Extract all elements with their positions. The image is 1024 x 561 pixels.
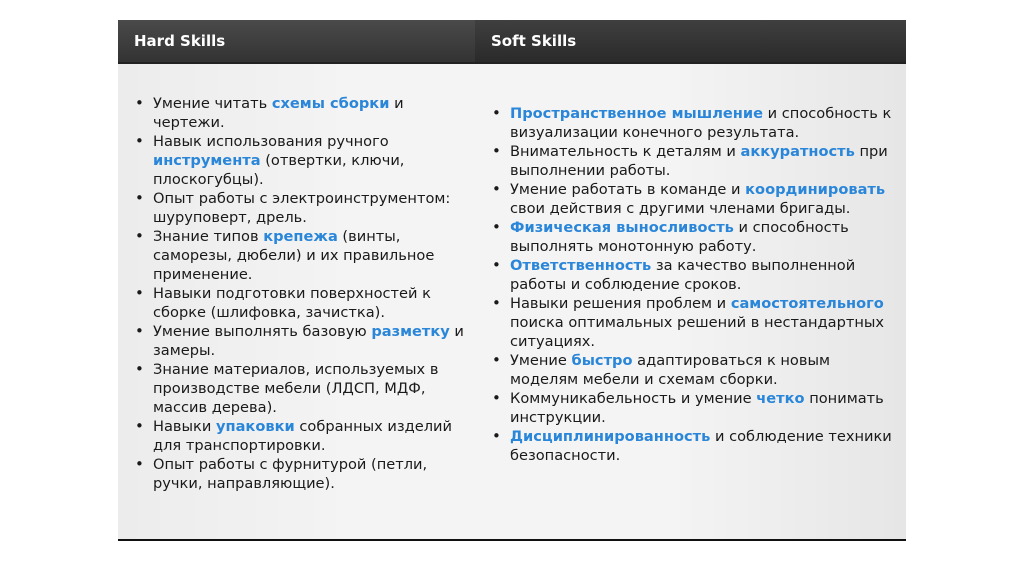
item-text: Коммуникабельность и умение xyxy=(510,390,757,407)
item-text: и замеры. xyxy=(153,323,464,359)
item-text: и способность выполнять монотонную работу. xyxy=(510,219,849,255)
hard-skills-column xyxy=(135,64,470,493)
list-item xyxy=(492,256,896,294)
list-item xyxy=(135,94,470,132)
list-item xyxy=(135,284,470,322)
skills-table xyxy=(118,20,906,541)
list-item xyxy=(135,132,470,189)
item-text: и способность к визуализации конечного результата. xyxy=(510,105,892,141)
item-highlight: Дисциплинированность xyxy=(510,428,711,445)
item-highlight: схемы сборки xyxy=(271,95,390,112)
item-text: Навыки подготовки поверхностей к сборке (шлифовка, зачистка). xyxy=(153,285,431,321)
list-item xyxy=(135,455,470,493)
list-item xyxy=(492,104,896,142)
item-text: Опыт работы с электроинструментом: шуруповерт, дрель. xyxy=(153,190,451,226)
list-item xyxy=(135,189,470,227)
item-highlight: быстро xyxy=(571,352,633,369)
item-text: и чертежи. xyxy=(153,95,404,131)
item-text: Знание типов xyxy=(153,228,264,245)
item-text: Навык использования ручного xyxy=(153,133,389,150)
item-text: Опыт работы с фурнитурой (петли, ручки, направляющие). xyxy=(153,456,428,492)
table-header xyxy=(118,20,906,64)
item-text: (винты, саморезы, дюбели) и их правильное применение. xyxy=(153,228,435,283)
item-highlight: инструмента xyxy=(153,152,261,169)
item-highlight: крепежа xyxy=(263,228,338,245)
item-text: Умение работать в команде и xyxy=(510,181,746,198)
list-item xyxy=(135,417,470,455)
soft-skills-header: Soft Skills xyxy=(475,20,906,62)
item-text: за качество выполненной работы и соблюдение сроков. xyxy=(510,257,856,293)
list-item xyxy=(492,294,896,351)
item-text: Умение выполнять базовую xyxy=(153,323,372,340)
list-item xyxy=(492,389,896,427)
list-item xyxy=(492,218,896,256)
item-text: поиска оптимальных решений в нестандартных ситуациях. xyxy=(510,314,885,350)
item-text: свои действия с другими членами бригады. xyxy=(510,200,851,217)
bottom-divider xyxy=(118,539,906,541)
item-text: и соблюдение техники безопасности. xyxy=(510,428,892,464)
item-text: Умение xyxy=(510,352,572,369)
item-highlight: упаковки xyxy=(215,418,295,435)
item-text: понимать инструкции. xyxy=(510,390,884,426)
item-highlight: Пространственное мышление xyxy=(510,105,764,122)
item-text: Навыки xyxy=(153,418,216,435)
list-item xyxy=(492,427,896,465)
item-highlight: Ответственность xyxy=(510,257,652,274)
item-text: собранных изделий для транспортировки. xyxy=(153,418,453,454)
item-text: Навыки решения проблем и xyxy=(510,295,731,312)
hard-skills-header: Hard Skills xyxy=(118,20,475,62)
table-body xyxy=(118,64,906,539)
list-item xyxy=(492,351,896,389)
item-highlight: аккуратность xyxy=(740,143,855,160)
soft-skills-list xyxy=(492,104,896,465)
item-text: при выполнении работы. xyxy=(510,143,888,179)
list-item xyxy=(135,322,470,360)
list-item xyxy=(135,360,470,417)
list-item xyxy=(492,142,896,180)
item-text: Умение читать xyxy=(153,95,272,112)
item-text: (отвертки, ключи, плоскогубцы). xyxy=(153,152,405,188)
item-text: Знание материалов, используемых в производстве мебели (ЛДСП, МДФ, массив дерева). xyxy=(153,361,439,416)
item-highlight: разметку xyxy=(371,323,450,340)
soft-skills-column xyxy=(492,64,896,465)
list-item xyxy=(135,227,470,284)
list-item xyxy=(492,180,896,218)
item-highlight: самостоятельного xyxy=(730,295,884,312)
item-highlight: четко xyxy=(756,390,805,407)
item-highlight: координировать xyxy=(745,181,886,198)
item-highlight: Физическая выносливость xyxy=(510,219,734,236)
item-text: Внимательность к деталям и xyxy=(510,143,741,160)
item-text: адаптироваться к новым моделям мебели и схемам сборки. xyxy=(510,352,830,388)
hard-skills-list xyxy=(135,94,470,493)
